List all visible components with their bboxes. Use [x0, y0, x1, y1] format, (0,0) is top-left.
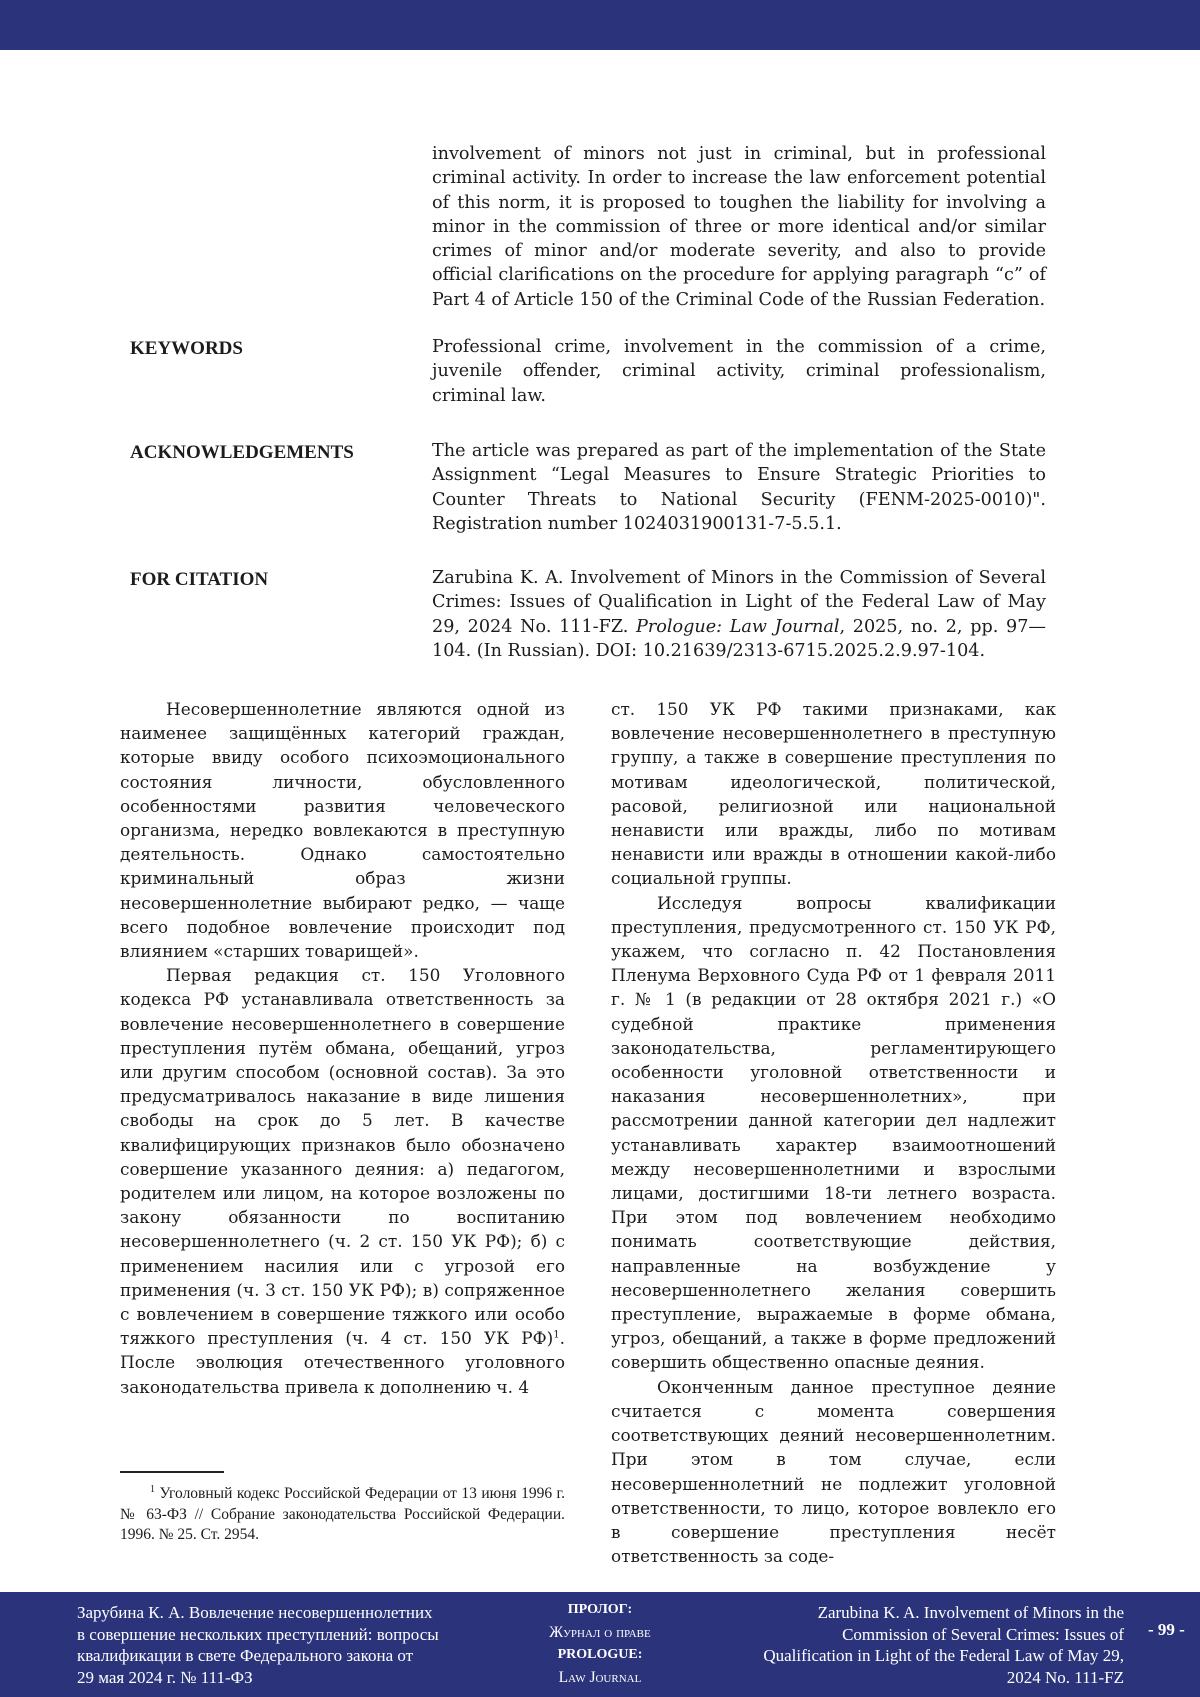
page-number: - 99 -: [1148, 1620, 1185, 1639]
body-column-left: [120, 697, 565, 1399]
footer-title-ru-line: квалификации в свете Федерального закона от: [77, 1646, 414, 1665]
footer-title-en-line: Commission of Several Crimes: Issues of: [842, 1624, 1124, 1644]
body-paragraph: Оконченным данное преступное деяние считается с момента совершения соответствующих деяний несовершеннолетним. При этом в том случае, если несовершеннолетний не подлежит уголовной ответственности, то лицо, которое вовлекло его в совершение преступления несёт ответственность за соде-: [611, 1376, 1056, 1567]
footer-title-ru: [77, 1602, 497, 1688]
acknowledgements-text: The article was prepared as part of the implementation of the State Assignment “Legal Measures to Ensure Strategic Priorities to Counter Threats to National Security (FENM-2025-0010)". Registration number 1024031900131-7-5.5.1.: [432, 441, 1046, 534]
journal-title-ru: ПРОЛОГ:: [567, 1602, 633, 1617]
citation-main: Zarubina K. A. Involvement of Minors in the Commission of Several Crimes: Issues of Qualification in Light of the Federal Law of May 29, 2024 No. 111-FZ.: [432, 568, 1046, 637]
footnote-text: Уголовный кодекс Российской Федерации от 13 июня 1996 г. № 63-ФЗ // Собрание законодательства Российской Федерации. 1996. № 25. Ст. 2954.: [120, 1485, 565, 1543]
body-paragraph: [120, 963, 565, 1399]
citation-journal: Prologue: Law Journal: [636, 616, 840, 637]
keywords-text: Professional crime, involvement in the commission of a crime, juvenile offender, criminal activity, criminal professionalism, criminal law.: [432, 337, 1046, 406]
citation-text: [432, 566, 1046, 663]
footer-title-ru-line: 29 мая 2024 г. № 111-ФЗ: [77, 1667, 253, 1687]
footer-title-ru-line: в совершение нескольких преступлений: вопросы: [77, 1624, 439, 1644]
keywords-label: KEYWORDS: [130, 338, 243, 359]
acknowledgements-label: ACKNOWLEDGEMENTS: [130, 442, 354, 463]
body-paragraph: Несовершеннолетние являются одной из наименее защищённых категорий граждан, которые ввиду особого психоэмоционального состояния личности, обусловленного особенностями развития человеческого организма, нередко вовлекаются в преступную деятельность. Однако самостоятельно криминальный образ жизни несовершеннолетние выбирают редко, — чаще всего подобное вовлечение происходит под влиянием «старших товарищей».: [120, 699, 565, 962]
citation-label: FOR CITATION: [130, 569, 269, 590]
journal-subtitle-ru: Журнал о праве: [549, 1623, 651, 1641]
body-column-right: [611, 697, 1056, 1568]
footer-title-en-line: Zarubina K. A. Involvement of Minors in the: [817, 1603, 1124, 1622]
footnote: [120, 1484, 565, 1546]
journal-name: [510, 1599, 690, 1689]
citation-tail: , 2025, no. 2, pp. 97—104. (In Russian). DOI: 10.21639/2313-6715.2025.2.9.97-104.: [432, 616, 1047, 661]
header-bar: [0, 0, 1200, 50]
journal-subtitle-en: Law Journal: [558, 1668, 642, 1686]
paragraph-text-tail: . После эволюция отечественного уголовного законодательства привела к дополнению ч. 4: [120, 1328, 565, 1397]
abstract-continuation: involvement of minors not just in criminal, but in professional criminal activity. In order to increase the law enforcement potential of this norm, it is proposed to toughen the liability for involving a minor in the commission of three or more identical and/or similar crimes of minor and/or moderate severity, and also to provide official clarifications on the procedure for applying paragraph “c” of Part 4 of Article 150 of the Criminal Code of the Russian Federation.: [432, 144, 1046, 310]
footer-title-en-line: 2024 No. 111-FZ: [1006, 1667, 1124, 1687]
footer-title-ru-line: Зарубина К. А. Вовлечение несовершеннолетних: [77, 1603, 433, 1622]
journal-title-en: PROLOGUE:: [557, 1647, 643, 1662]
footer-bar: [0, 1592, 1200, 1697]
footer-title-en-line: Qualification in Light of the Federal Law of May 29,: [763, 1646, 1124, 1665]
footnote-reference: 1: [553, 1329, 560, 1341]
footer-title-en: [700, 1602, 1124, 1688]
footnote-mark: 1: [150, 1483, 155, 1495]
body-paragraph: Исследуя вопросы квалификации преступления, предусмотренного ст. 150 УК РФ, укажем, что согласно п. 42 Постановления Пленума Верховного Суда РФ от 1 февраля 2011 г. № 1 (в редакции от 28 октября 2021 г.) «О судебной практике применения законодательства, регламентирующего особенности уголовной ответственности и наказания несовершеннолетних», при рассмотрении данной категории дел надлежит устанавливать характер взаимоотношений между несовершеннолетними и взрослыми лицами, достигшими 18-ти летнего возраста. При этом под вовлечением необходимо понимать соответствующие действия, направленные на возбуждение у несовершеннолетнего желания совершить преступление, выражаемые в форме обмана, угроз, обещаний, а также в форме предложений совершить общественно опасные деяния.: [611, 892, 1056, 1373]
footnote-divider: [120, 1471, 224, 1473]
body-paragraph: ст. 150 УК РФ такими признаками, как вовлечение несовершеннолетнего в преступную группу, а также в совершение преступления по мотивам идеологической, политической, расовой, религиозной или национальной ненависти или вражды, либо по мотивам ненависти или вражды в отношении какой-либо социальной группы.: [611, 699, 1056, 889]
paragraph-text: Первая редакция ст. 150 Уголовного кодекса РФ устанавливала ответственность за вовлечение несовершеннолетнего в совершение преступления путём обмана, обещаний, угроз или другим способом (основной состав). За это предусматривалось наказание в виде лишения свободы на срок до 5 лет. В качестве квалифицирующих признаков было обозначено совершение указанного деяния: а) педагогом, родителем или лицом, на которое возложены по закону обязанности по воспитанию несовершеннолетнего (ч. 2 ст. 150 УК РФ); б) с применением насилия или с угрозой его применения (ч. 3 ст. 150 УК РФ); в) сопряженное с вовлечением в совершение тяжкого или особо тяжкого преступления (ч. 4 ст. 150 УК РФ): [120, 965, 565, 1349]
